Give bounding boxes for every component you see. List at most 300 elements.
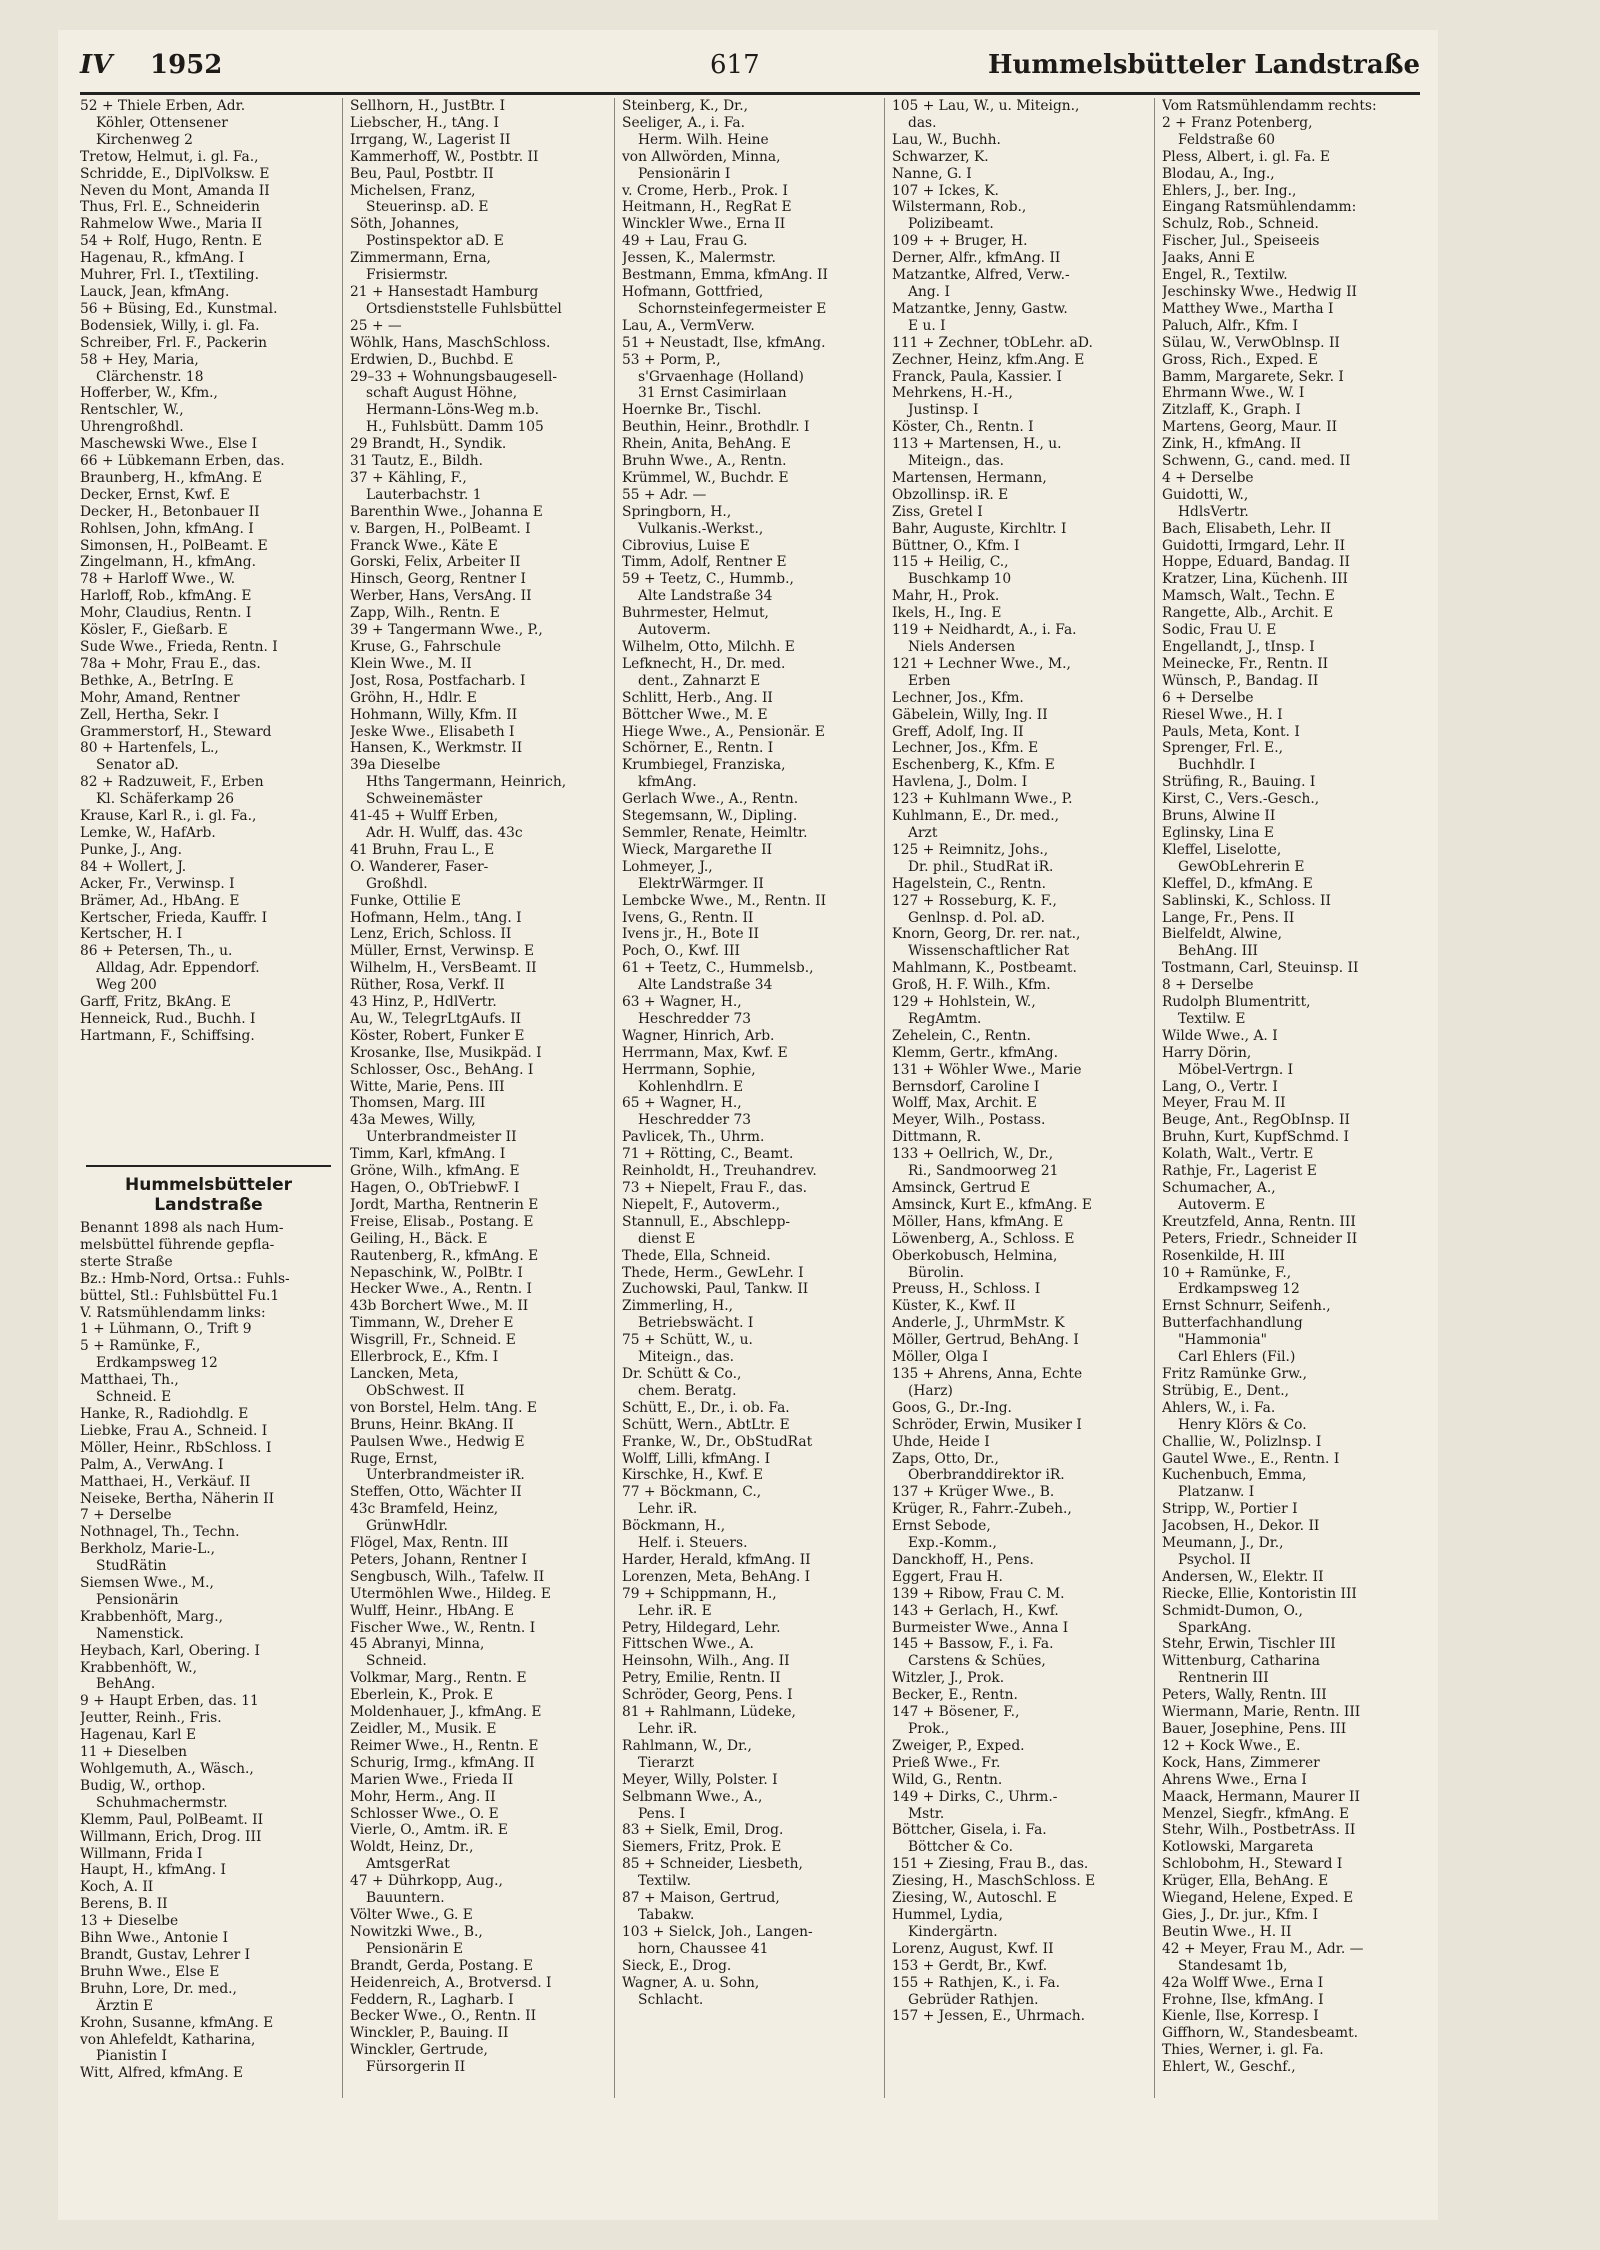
directory-entry: Obzollinsp. iR. E: [892, 486, 1009, 503]
directory-entry: Rüther, Rosa, Verkf. II: [350, 977, 505, 994]
directory-entry: Kertscher, H. I: [80, 926, 183, 943]
directory-entry: Böttcher, Gisela, i. Fa.: [892, 1822, 1047, 1839]
directory-entry: Rentnerin III: [1178, 1670, 1269, 1687]
directory-entry: 55 + Adr. —: [622, 486, 707, 503]
directory-entry: 75 + Schütt, W., u.: [622, 1332, 753, 1349]
directory-entry: Franck Wwe., Käte E: [350, 537, 498, 554]
directory-entry: AmtsgerRat: [366, 1856, 450, 1873]
directory-entry: Ernst Schnurr, Seifenh.,: [1162, 1298, 1331, 1315]
directory-entry: Fittschen Wwe., A.: [622, 1636, 754, 1653]
directory-entry: Lauck, Jean, kfmAng.: [80, 283, 230, 300]
directory-entry: 133 + Oellrich, W., Dr.,: [892, 1146, 1054, 1163]
directory-entry: Cibrovius, Luise E: [622, 537, 750, 554]
directory-entry: Gies, J., Dr. jur., Kfm. I: [1162, 1906, 1319, 1923]
directory-entry: Ärztin E: [96, 1997, 154, 2014]
directory-entry: Steuerinsp. aD. E: [366, 199, 489, 216]
directory-entry: Wisgrill, Fr., Schneid. E: [350, 1332, 516, 1349]
directory-entry: s'Grvaenhage (Holland): [638, 368, 804, 385]
directory-entry: Autoverm. E: [1178, 1196, 1266, 1213]
directory-entry: Klemm, Paul, PolBeamt. II: [80, 1811, 264, 1828]
directory-entry: Preuss, H., Schloss. I: [892, 1281, 1041, 1298]
directory-entry: Lemke, W., HafArb.: [80, 824, 216, 841]
directory-entry: Kleffel, Liselotte,: [1162, 841, 1282, 858]
directory-entry: Bahr, Auguste, Kirchltr. I: [892, 520, 1067, 537]
directory-entry: Prieß Wwe., Fr.: [892, 1754, 1001, 1771]
directory-entry: ObSchwest. II: [366, 1382, 465, 1399]
directory-entry: Löwenberg, A., Schloss. E: [892, 1230, 1075, 1247]
directory-entry: V. Ratsmühlendamm links:: [80, 1304, 266, 1321]
directory-entry: Beuge, Ant., RegObInsp. II: [1162, 1112, 1350, 1129]
directory-entry: 43c Bramfeld, Heinz,: [350, 1501, 499, 1518]
directory-entry: Unterbrandmeister II: [366, 1129, 517, 1146]
directory-entry: Ivens jr., H., Bote II: [622, 926, 759, 943]
directory-entry: Haupt, H., kfmAng. I: [80, 1862, 226, 1879]
directory-entry: Dr. Schütt & Co.,: [622, 1365, 742, 1382]
directory-entry: Menzel, Siegfr., kfmAng. E: [1162, 1805, 1350, 1822]
directory-entry: 5 + Ramünke, F.,: [80, 1338, 201, 1355]
directory-entry: Gross, Rich., Exped. E: [1162, 351, 1318, 368]
directory-entry: Nanne, G. I: [892, 165, 972, 182]
directory-entry: Alte Landstraße 34: [638, 977, 773, 994]
directory-entry: 139 + Ribow, Frau C. M.: [892, 1585, 1065, 1602]
directory-entry: Harry Dörin,: [1162, 1044, 1252, 1061]
directory-entry: Jordt, Martha, Rentnerin E: [350, 1196, 539, 1213]
directory-entry: Söth, Johannes,: [350, 216, 460, 233]
directory-entry: Nowitzki Wwe., B.,: [350, 1923, 483, 1940]
directory-entry: Großhdl.: [366, 875, 428, 892]
directory-entry: Meyer, Wilh., Postass.: [892, 1112, 1046, 1129]
directory-entry: Ehlers, J., ber. Ing.,: [1162, 182, 1297, 199]
directory-entry: Wilhelm, H., VersBeamt. II: [350, 960, 537, 977]
directory-entry: Ziesing, W., Autoschl. E: [892, 1890, 1057, 1907]
page-header: [80, 46, 1420, 95]
directory-entry: Lauterbachstr. 1: [366, 486, 482, 503]
directory-entry: Petry, Hildegard, Lehr.: [622, 1619, 781, 1636]
directory-entry: Buchhdlr. I: [1178, 757, 1256, 774]
directory-entry: Tostmann, Carl, Steuinsp. II: [1162, 960, 1359, 977]
directory-entry: Matthey Wwe., Martha I: [1162, 300, 1334, 317]
directory-entry: Stannull, E., Abschlepp-: [622, 1213, 791, 1230]
directory-entry: Neiseke, Bertha, Näherin II: [80, 1490, 275, 1507]
directory-entry: Neven du Mont, Amanda II: [80, 182, 270, 199]
directory-entry: Herm. Wilh. Heine: [638, 131, 769, 148]
directory-entry: Heitmann, H., RegRat E: [622, 199, 792, 216]
directory-entry: Thede, Ella, Schneid.: [622, 1247, 771, 1264]
directory-entry: Wünsch, P., Bandag. II: [1162, 672, 1319, 689]
directory-entry: Hohmann, Willy, Kfm. II: [350, 706, 518, 723]
directory-entry: 80 + Hartenfels, L.,: [80, 740, 219, 757]
directory-entry: Winckler Wwe., Erna II: [622, 216, 786, 233]
directory-entry: Schwenn, G., cand. med. II: [1162, 453, 1351, 470]
directory-entry: Wieck, Margarethe II: [622, 841, 773, 858]
directory-entry: Franck, Paula, Kassier. I: [892, 368, 1062, 385]
directory-entry: Ellerbrock, E., Kfm. I: [350, 1349, 499, 1366]
directory-entry: Sablinski, K., Schloss. II: [1162, 892, 1331, 909]
directory-entry: Willmann, Frida I: [80, 1845, 203, 1862]
directory-entry: Rahmelow Wwe., Maria II: [80, 216, 263, 233]
directory-entry: 47 + Dührkopp, Aug.,: [350, 1873, 503, 1890]
directory-entry: Selbmann Wwe., A.,: [622, 1788, 763, 1805]
directory-entry: Zingelmann, H., kfmAng.: [80, 554, 256, 571]
directory-entry: Alte Landstraße 34: [638, 588, 773, 605]
directory-entry: Bernsdorf, Caroline I: [892, 1078, 1040, 1095]
directory-entry: Flögel, Max, Rentn. III: [350, 1535, 509, 1552]
column-1: [80, 98, 338, 1158]
directory-entry: Wolff, Max, Archit. E: [892, 1095, 1037, 1112]
directory-page: [58, 30, 1438, 2220]
directory-entry: Ahlers, W., i. Fa.: [1162, 1399, 1276, 1416]
directory-entry: Hummel, Lydia,: [892, 1906, 1004, 1923]
directory-entry: Schütt, E., Dr., i. ob. Fa.: [622, 1399, 790, 1416]
directory-entry: Uhde, Heide I: [892, 1433, 990, 1450]
directory-entry: Rohlsen, John, kfmAng. I: [80, 520, 254, 537]
directory-entry: Greff, Adolf, Ing. II: [892, 723, 1024, 740]
directory-entry: Miteign., das.: [638, 1349, 735, 1366]
column-divider: [342, 98, 343, 2098]
directory-entry: Strüfing, R., Bauing. I: [1162, 774, 1316, 791]
column-5: [1162, 98, 1420, 2198]
section-entries: [80, 1220, 338, 2140]
directory-entry: Eglinsky, Lina E: [1162, 824, 1274, 841]
directory-entry: 85 + Schneider, Liesbeth,: [622, 1856, 803, 1873]
directory-entry: 42a Wolff Wwe., Erna I: [1162, 1974, 1324, 1991]
directory-entry: Helf. i. Steuers.: [638, 1535, 748, 1552]
directory-entry: Feddern, R., Lagharb. I: [350, 1991, 514, 2008]
directory-entry: Betriebswächt. I: [638, 1315, 754, 1332]
directory-entry: Buschkamp 10: [908, 571, 1012, 588]
directory-entry: Böttcher Wwe., M. E: [622, 706, 768, 723]
directory-entry: Herrmann, Sophie,: [622, 1061, 756, 1078]
directory-entry: 66 + Lübkemann Erben, das.: [80, 453, 285, 470]
directory-entry: Kratzer, Lina, Küchenh. III: [1162, 571, 1348, 588]
directory-entry: Riecke, Ellie, Kontoristin III: [1162, 1585, 1357, 1602]
directory-entry: Steinberg, K., Dr.,: [622, 98, 749, 114]
directory-entry: das.: [908, 114, 937, 131]
directory-entry: Brandt, Gerda, Postang. E: [350, 1957, 534, 1974]
directory-entry: Heybach, Karl, Obering. I: [80, 1642, 260, 1659]
directory-entry: 21 + Hansestadt Hamburg: [350, 283, 539, 300]
directory-entry: Niepelt, F., Autoverm.,: [622, 1196, 781, 1213]
directory-entry: Möbel-Vertrgn. I: [1178, 1061, 1294, 1078]
directory-entry: Bz.: Hmb-Nord, Ortsa.: Fuhls-: [80, 1270, 290, 1287]
directory-entry: 10 + Ramünke, F.,: [1162, 1264, 1292, 1281]
directory-entry: RegAmtm.: [908, 1010, 982, 1027]
directory-entry: Büttner, O., Kfm. I: [892, 537, 1020, 554]
directory-entry: Amsinck, Kurt E., kfmAng. E: [892, 1196, 1093, 1213]
directory-entry: Senator aD.: [96, 757, 179, 774]
directory-entry: Barenthin Wwe., Johanna E: [350, 503, 543, 520]
section-title-line-1: Hummelsbütteler: [124, 1175, 293, 1195]
directory-entry: Pensionärin I: [638, 165, 731, 182]
directory-entry: Engel, R., Textilw.: [1162, 267, 1288, 284]
directory-entry: Muhrer, Frl. I., tTextiling.: [80, 267, 259, 284]
directory-entry: "Hammonia": [1178, 1332, 1267, 1349]
directory-entry: GewObLehrerin E: [1178, 858, 1305, 875]
directory-entry: Marien Wwe., Frieda II: [350, 1771, 514, 1788]
directory-entry: Vulkanis.-Werkst.,: [638, 520, 764, 537]
column-divider: [614, 98, 615, 2098]
directory-entry: Anderle, J., UhrmMstr. K: [892, 1315, 1065, 1332]
directory-entry: Thede, Herm., GewLehr. I: [622, 1264, 804, 1281]
directory-entry: Vierle, O., Amtm. iR. E: [350, 1822, 508, 1839]
directory-entry: Liebscher, H., tAng. I: [350, 114, 499, 131]
directory-entry: Genlnsp. d. Pol. aD.: [908, 909, 1046, 926]
directory-entry: Textilw. E: [1178, 1010, 1246, 1027]
directory-entry: 43b Borchert Wwe., M. II: [350, 1298, 529, 1315]
directory-entry: Alldag, Adr. Eppendorf.: [96, 960, 260, 977]
directory-entry: Becker, E., Rentn.: [892, 1687, 1018, 1704]
directory-entry: 1 + Lühmann, O., Trift 9: [80, 1321, 252, 1338]
directory-entry: 151 + Ziesing, Frau B., das.: [892, 1856, 1089, 1873]
directory-entry: 119 + Neidhardt, A., i. Fa.: [892, 622, 1077, 639]
directory-entry: Blodau, A., Ing.,: [1162, 165, 1275, 182]
directory-entry: 39a Dieselbe: [350, 757, 441, 774]
directory-entry: 86 + Petersen, Th., u.: [80, 943, 233, 960]
directory-entry: Paluch, Alfr., Kfm. I: [1162, 317, 1299, 334]
directory-entry: dent., Zahnarzt E: [638, 672, 761, 689]
directory-entry: Lange, Fr., Pens. II: [1162, 909, 1295, 926]
directory-entry: 153 + Gerdt, Br., Kwf.: [892, 1957, 1048, 1974]
directory-entry: Kreutzfeld, Anna, Rentn. III: [1162, 1213, 1356, 1230]
directory-entry: Danckhoff, H., Pens.: [892, 1551, 1034, 1568]
directory-entry: Lefknecht, H., Dr. med.: [622, 655, 786, 672]
directory-entry: Eberlein, K., Prok. E: [350, 1687, 494, 1704]
directory-entry: Fritz Ramünke Grw.,: [1162, 1365, 1308, 1382]
directory-entry: Groß, H. F. Wilh., Kfm.: [892, 977, 1051, 994]
directory-entry: Guidotti, Irmgard, Lehr. II: [1162, 537, 1346, 554]
directory-entry: Hiege Wwe., A., Pensionär. E: [622, 723, 825, 740]
directory-entry: Frohne, Ilse, kfmAng. I: [1162, 1991, 1324, 2008]
directory-entry: 61 + Teetz, C., Hummelsb.,: [622, 960, 814, 977]
directory-entry: Lembcke Wwe., M., Rentn. II: [622, 892, 827, 909]
directory-entry: Jeske Wwe., Elisabeth I: [350, 723, 515, 740]
directory-entry: Ang. I: [908, 283, 950, 300]
directory-entry: Ernst Sebode,: [892, 1518, 991, 1535]
directory-entry: Bodensiek, Willy, i. gl. Fa.: [80, 317, 260, 334]
directory-entry: Hoppe, Eduard, Bandag. II: [1162, 554, 1350, 571]
directory-entry: Wissenschaftlicher Rat: [908, 943, 1070, 960]
directory-entry: Kock, Hans, Zimmerer: [1162, 1754, 1320, 1771]
directory-entry: Lenz, Erich, Schloss. II: [350, 926, 512, 943]
directory-entry: Wittenburg, Catharina: [1162, 1653, 1320, 1670]
directory-entry: Butterfachhandlung: [1162, 1315, 1303, 1332]
directory-entry: Böttcher & Co.: [908, 1839, 1013, 1856]
directory-entry: Kl. Schäferkamp 26: [96, 791, 235, 808]
directory-entry: v. Crome, Herb., Prok. I: [622, 182, 788, 199]
directory-entry: Schurig, Irmg., kfmAng. II: [350, 1754, 535, 1771]
directory-entry: Gebrüder Rathjen.: [908, 1991, 1039, 2008]
directory-entry: Fischer Wwe., W., Rentn. I: [350, 1619, 536, 1636]
directory-entry: Zimmermann, Erna,: [350, 250, 491, 267]
directory-entry: Gröhn, H., Hdlr. E: [350, 689, 477, 706]
directory-entry: Erdkampsweg 12: [1178, 1281, 1300, 1298]
directory-entry: Martens, Georg, Maur. II: [1162, 419, 1338, 436]
directory-entry: Heschredder 73: [638, 1010, 752, 1027]
directory-entry: Rautenberg, R., kfmAng. E: [350, 1247, 539, 1264]
directory-entry: Sellhorn, H., JustBtr. I: [350, 98, 506, 114]
directory-entry: Pless, Albert, i. gl. Fa. E: [1162, 148, 1330, 165]
directory-entry: Volkmar, Marg., Rentn. E: [350, 1670, 527, 1687]
directory-entry: BehAng.: [96, 1676, 156, 1693]
directory-entry: Erdwien, D., Buchbd. E: [350, 351, 514, 368]
directory-entry: Sprenger, Frl. E.,: [1162, 740, 1283, 757]
directory-entry: Simonsen, H., PolBeamt. E: [80, 537, 268, 554]
directory-entry: Zweiger, P., Exped.: [892, 1737, 1025, 1754]
directory-entry: Irrgang, W., Lagerist II: [350, 131, 511, 148]
directory-entry: Jaaks, Anni E: [1162, 250, 1255, 267]
directory-entry: 29–33 + Wohnungsbaugesell-: [350, 368, 558, 385]
street-section-heading: [86, 1165, 331, 1215]
directory-entry: Sude Wwe., Frieda, Rentn. I: [80, 639, 278, 655]
directory-entry: Frisiermstr.: [366, 267, 449, 284]
directory-entry: Klein Wwe., M. II: [350, 655, 472, 672]
directory-entry: Bruhn Wwe., Else E: [80, 1963, 220, 1980]
directory-entry: Funke, Ottilie E: [350, 892, 461, 909]
directory-entry: Eggert, Frau H.: [892, 1568, 1003, 1585]
directory-entry: Rudolph Blumentritt,: [1162, 994, 1311, 1011]
directory-entry: Bürolin.: [908, 1264, 965, 1281]
directory-entry: Schlacht.: [638, 1991, 704, 2008]
directory-entry: Kohlenhdlrn. E: [638, 1078, 744, 1095]
directory-entry: Bruhn, Kurt, KupfSchmd. I: [1162, 1129, 1349, 1146]
directory-entry: Kuchenbuch, Emma,: [1162, 1467, 1307, 1484]
directory-entry: Völter Wwe., G. E: [350, 1906, 473, 1923]
directory-entry: ElektrWärmger. II: [638, 875, 764, 892]
directory-entry: Moldenhauer, J., kfmAng. E: [350, 1704, 542, 1721]
directory-entry: Schreiber, Frl. F., Packerin: [80, 334, 268, 351]
directory-entry: Maack, Hermann, Maurer II: [1162, 1788, 1360, 1805]
column-4: [892, 98, 1150, 2198]
directory-entry: Oberbranddirektor iR.: [908, 1467, 1065, 1484]
directory-entry: Köster, Robert, Funker E: [350, 1027, 525, 1044]
directory-entry: Ziesing, H., MaschSchloss. E: [892, 1873, 1096, 1890]
directory-entry: Hagenau, R., kfmAng. I: [80, 250, 245, 267]
directory-entry: Möller, Gertrud, BehAng. I: [892, 1332, 1079, 1349]
directory-entry: 147 + Bösener, F.,: [892, 1704, 1020, 1721]
column-2: [350, 98, 608, 2198]
section-rule: [86, 1165, 331, 1167]
directory-entry: Pauls, Meta, Kont. I: [1162, 723, 1300, 740]
directory-entry: Fürsorgerin II: [366, 2059, 466, 2076]
directory-entry: Wilhelm, Otto, Milchh. E: [622, 639, 795, 655]
directory-entry: Rosenkilde, H. III: [1162, 1247, 1285, 1264]
directory-entry: chem. Beratg.: [638, 1382, 737, 1399]
directory-entry: Burmeister Wwe., Anna I: [892, 1619, 1069, 1636]
directory-entry: Stegemsann, W., Dipling.: [622, 808, 798, 825]
directory-entry: 135 + Ahrens, Anna, Echte: [892, 1365, 1083, 1382]
directory-entry: Stehr, Wilh., PostbetrAss. II: [1162, 1822, 1356, 1839]
directory-entry: sterte Straße: [80, 1253, 173, 1270]
directory-entry: Platzanw. I: [1178, 1484, 1255, 1501]
directory-entry: Guidotti, W.,: [1162, 486, 1249, 503]
directory-entry: Lorenz, August, Kwf. II: [892, 1940, 1054, 1957]
directory-entry: Krabbenhöft, W.,: [80, 1659, 197, 1676]
directory-entry: 157 + Jessen, E., Uhrmach.: [892, 2008, 1085, 2025]
directory-entry: Bauer, Josephine, Pens. III: [1162, 1721, 1347, 1737]
directory-entry: Mohr, Claudius, Rentn. I: [80, 605, 252, 622]
directory-entry: Krohn, Susanne, kfmAng. E: [80, 2014, 274, 2031]
directory-entry: Peters, Johann, Rentner I: [350, 1551, 527, 1568]
directory-entry: Lohmeyer, J.,: [622, 858, 713, 875]
directory-entry: Lechner, Jos., Kfm. E: [892, 740, 1039, 757]
directory-entry: Werber, Hans, VersAng. II: [350, 588, 532, 605]
directory-entry: StudRätin: [96, 1558, 167, 1575]
directory-entry: von Ahlefeldt, Katharina,: [80, 2031, 256, 2048]
directory-entry: Bruhn, Lore, Dr. med.,: [80, 1980, 237, 1997]
directory-entry: Springborn, H.,: [622, 503, 732, 520]
directory-entry: Miteign., das.: [908, 453, 1005, 470]
directory-entry: 6 + Derselbe: [1162, 689, 1254, 706]
directory-entry: Utermöhlen Wwe., Hildeg. E: [350, 1585, 551, 1602]
directory-entry: Riesel Wwe., H. I: [1162, 706, 1283, 723]
directory-entry: Jacobsen, H., Dekor. II: [1162, 1518, 1320, 1535]
directory-entry: 42 + Meyer, Frau M., Adr. —: [1162, 1940, 1364, 1957]
directory-entry: Mohr, Herm., Ang. II: [350, 1788, 496, 1805]
directory-entry: Autoverm.: [638, 622, 711, 639]
directory-entry: Berkholz, Marie-L.,: [80, 1541, 216, 1558]
directory-entry: Fischer, Jul., Speiseeis: [1162, 233, 1320, 250]
directory-entry: Schröder, Erwin, Musiker I: [892, 1416, 1082, 1433]
directory-entry: Witte, Marie, Pens. III: [350, 1078, 505, 1095]
directory-entry: Wild, G., Rentn.: [892, 1771, 1003, 1788]
directory-entry: 49 + Lau, Frau G.: [622, 233, 748, 250]
directory-entry: Wolff, Lilli, kfmAng. I: [622, 1450, 771, 1467]
directory-entry: Zeidler, M., Musik. E: [350, 1721, 497, 1737]
directory-entry: Hths Tangermann, Heinrich,: [366, 774, 567, 791]
directory-entry: 63 + Wagner, H.,: [622, 994, 742, 1011]
directory-entry: Lehr. iR. E: [638, 1602, 712, 1619]
directory-entry: Erdkampsweg 12: [96, 1355, 218, 1372]
directory-entry: Feldstraße 60: [1178, 131, 1275, 148]
directory-entry: 39 + Tangermann Wwe., P.,: [350, 622, 543, 639]
directory-entry: Klemm, Gertr., kfmAng.: [892, 1044, 1059, 1061]
directory-entry: Arzt: [908, 824, 938, 841]
directory-entry: Beu, Paul, Postbtr. II: [350, 165, 494, 182]
directory-entry: Stehr, Erwin, Tischler III: [1162, 1636, 1336, 1653]
directory-entry: H., Fuhlsbütt. Damm 105: [366, 419, 544, 436]
directory-entry: Dittmann, R.: [892, 1129, 982, 1146]
directory-entry: Koch, A. II: [80, 1879, 154, 1896]
directory-entry: Timm, Adolf, Rentner E: [622, 554, 787, 571]
directory-entry: Henry Klörs & Co.: [1178, 1416, 1307, 1433]
directory-entry: 143 + Gerlach, H., Kwf.: [892, 1602, 1059, 1619]
directory-entry: 111 + Zechner, tObLehr. aD.: [892, 334, 1093, 351]
directory-entry: Siemsen Wwe., M.,: [80, 1575, 214, 1592]
directory-entry: HdlsVertr.: [1178, 503, 1249, 520]
directory-entry: Sodic, Frau U. E: [1162, 622, 1277, 639]
directory-entry: Schlobohm, H., Steward I: [1162, 1856, 1343, 1873]
directory-entry: Tierarzt: [638, 1754, 695, 1771]
directory-entry: Heschredder 73: [638, 1112, 752, 1129]
street-heading: Hummelsbütteler Landstraße: [987, 50, 1420, 80]
directory-entry: Maschewski Wwe., Else I: [80, 436, 258, 453]
directory-entry: Geiling, H., Bäck. E: [350, 1230, 488, 1247]
directory-entry: Köhler, Ottensener: [96, 114, 228, 131]
directory-entry: O. Wanderer, Faser-: [350, 858, 489, 875]
directory-entry: Jeutter, Reinh., Fris.: [80, 1710, 222, 1727]
directory-entry: Decker, H., Betonbauer II: [80, 503, 260, 520]
directory-entry: Niels Andersen: [908, 639, 1016, 655]
directory-entry: Thomsen, Marg. III: [350, 1095, 486, 1112]
directory-entry: 77 + Böckmann, C.,: [622, 1484, 762, 1501]
directory-entry: Buhrmester, Helmut,: [622, 605, 769, 622]
directory-entry: Zell, Hertha, Sekr. I: [80, 706, 219, 723]
directory-entry: 41 Bruhn, Frau L., E: [350, 841, 495, 858]
directory-entry: 7 + Derselbe: [80, 1507, 172, 1524]
directory-entry: Zehelein, C., Rentn.: [892, 1027, 1031, 1044]
directory-entry: Schridde, E., DiplVolksw. E: [80, 165, 270, 182]
directory-entry: Henneick, Rud., Buchh. I: [80, 1010, 256, 1027]
